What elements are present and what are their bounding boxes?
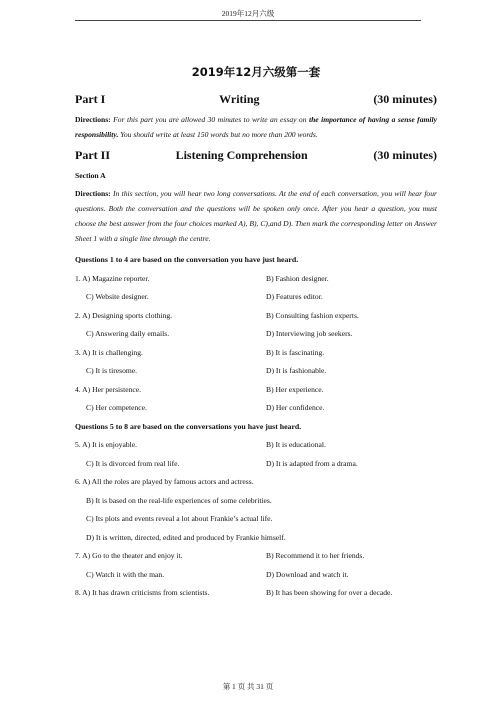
option-c: C) Website designer. xyxy=(86,292,149,301)
directions-label: Directions: xyxy=(75,189,111,198)
section-a-directions xyxy=(75,186,437,246)
part1-number: Part I xyxy=(75,92,106,106)
option-b: B) Her experience. xyxy=(266,384,324,394)
question-row xyxy=(75,288,437,307)
question-row xyxy=(75,307,437,326)
question-row xyxy=(75,381,437,400)
header-divider xyxy=(75,20,421,21)
part1-time: (30 minutes) xyxy=(373,92,437,106)
questions-5-8-instruction: Questions 5 to 8 are based on the conversations you have just heard. xyxy=(75,421,302,431)
part1-heading xyxy=(75,92,437,107)
page-footer: 第 1 页 共 31 页 xyxy=(222,682,274,691)
option-b: B) Fashion designer. xyxy=(266,273,329,283)
option-c: C) Her competence. xyxy=(86,403,147,412)
part2-number: Part II xyxy=(75,148,110,162)
question-row xyxy=(75,584,437,603)
question-row xyxy=(75,436,437,455)
question-row xyxy=(75,547,437,566)
option-b: B) It has been showing for over a decade. xyxy=(266,588,393,597)
option-b: B) It is educational. xyxy=(266,440,326,449)
option-d: D) It is adapted from a drama. xyxy=(266,458,358,468)
question-row xyxy=(75,455,437,474)
essay-topic: the importance of having a sense family responsibility. xyxy=(75,115,437,139)
option-b: B) Consulting fashion experts. xyxy=(266,310,359,320)
question-row xyxy=(75,325,437,344)
option-a: 3. A) It is challenging. xyxy=(75,347,143,357)
part1-name: Writing xyxy=(219,92,260,106)
part1-directions xyxy=(75,112,437,142)
page-header: 2019年12月六级 xyxy=(221,9,275,18)
question-row xyxy=(75,270,437,289)
option-c: C) It is tiresome. xyxy=(86,366,138,375)
option-c: C) Watch it with the man. xyxy=(86,569,165,579)
question-row xyxy=(75,399,437,418)
option-a: 7. A) Go to the theater and enjoy it. xyxy=(75,551,183,560)
part2-heading xyxy=(75,148,437,163)
directions-text: For this part you are allowed 30 minutes to write an essay on xyxy=(113,115,307,124)
option-d: D) Download and watch it. xyxy=(266,569,349,579)
option-c: C) Answering daily emails. xyxy=(86,329,170,338)
directions-text: You should write at least 150 words but no more than 200 words. xyxy=(120,130,318,139)
option-d: D) Features editor. xyxy=(266,292,323,301)
document-body xyxy=(75,64,437,603)
option-a: 6. A) All the roles are played by famous actors and actress. xyxy=(75,477,254,486)
section-a-label: Section A xyxy=(75,171,106,180)
option-a: 8. A) It has drawn criticisms from scientists. xyxy=(75,588,210,597)
option-c: C) It is divorced from real life. xyxy=(86,458,180,468)
option-d: D) Interviewing job seekers. xyxy=(266,329,353,338)
option-d: D) It is written, directed, edited and produced by Frankie himself. xyxy=(86,532,286,542)
option-b: B) It is fascinating. xyxy=(266,347,325,357)
option-d: D) It is fashionable. xyxy=(266,366,327,375)
option-b: B) Recommend it to her friends. xyxy=(266,551,365,560)
option-d: D) Her confidence. xyxy=(266,403,325,412)
document-title: 2019年12月六级第一套 xyxy=(191,65,321,79)
question-row xyxy=(75,344,437,363)
question-row xyxy=(75,362,437,381)
option-a: 2. A) Designing sports clothing. xyxy=(75,310,173,320)
option-c: C) Its plots and events reveal a lot about Frankie’s actual life. xyxy=(86,514,273,523)
option-a: 5. A) It is enjoyable. xyxy=(75,440,138,449)
question-row xyxy=(75,566,437,585)
option-a: 1. A) Magazine reporter. xyxy=(75,273,150,283)
directions-text: In this section, you will hear two long conversations. At the end of each conversation, you will hear four questions. Both the conversation and the questions will be spoken only once. After you hear a question, you must choose the best answer from the four choices marked A), B), C),and D). Then mark the corresponding letter on Answer Sheet 1 with a single line through the centre. xyxy=(75,189,437,243)
option-a: 4. A) Her persistence. xyxy=(75,384,142,394)
questions-1-4-instruction: Questions 1 to 4 are based on the conversation you have just heard. xyxy=(75,255,299,264)
directions-label: Directions: xyxy=(75,115,111,124)
part2-time: (30 minutes) xyxy=(373,148,437,162)
part2-name: Listening Comprehension xyxy=(175,148,308,162)
option-b: B) It is based on the real-life experiences of some celebrities. xyxy=(86,495,272,505)
